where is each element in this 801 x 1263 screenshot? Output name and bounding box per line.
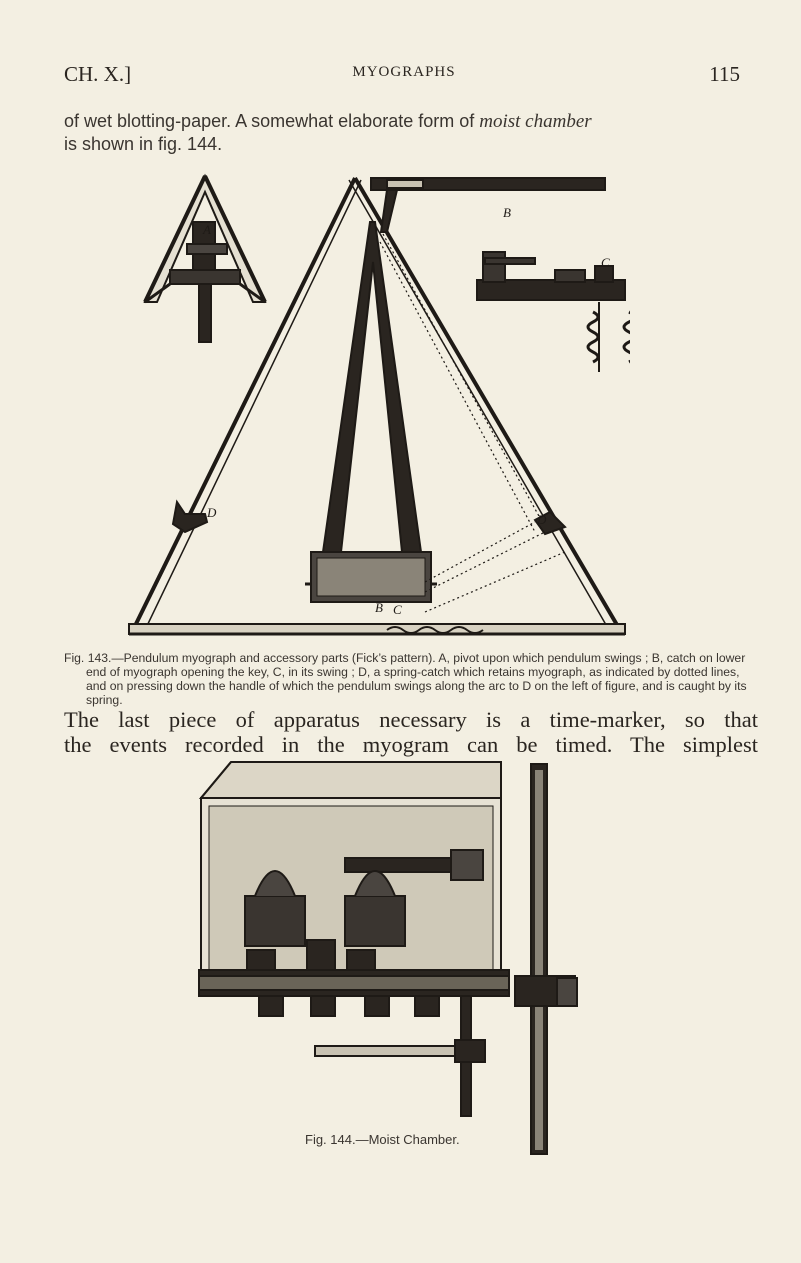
vertical-stand — [515, 764, 577, 1154]
label-D-right: D — [537, 512, 547, 527]
moist-chamber-figure — [195, 760, 585, 1160]
fig144-caption: Fig. 144.—Moist Chamber. — [305, 1132, 460, 1147]
fig143-caption-label: Fig. 143. — [64, 651, 112, 665]
page-number: 115 — [709, 62, 740, 86]
running-title: MYOGRAPHS — [352, 64, 456, 80]
terminals — [259, 996, 485, 1116]
spring-catch-left — [173, 502, 207, 532]
label-B: B — [503, 205, 511, 220]
label-D-left: D — [207, 505, 217, 520]
pendulum — [305, 222, 437, 602]
pendulum-myograph-figure — [125, 172, 630, 652]
label-C-bottom: C — [393, 602, 402, 617]
fig143-caption — [64, 651, 748, 707]
intro-text-a: of wet blotting-paper. A somewhat elaborate form of — [64, 111, 480, 131]
label-C: C — [601, 255, 610, 270]
para2-line1: The last piece of apparatus necessary is a time-marker, so that — [64, 707, 758, 732]
intro-text-b: is shown in fig. 144. — [64, 134, 223, 154]
label-A: A — [203, 222, 211, 237]
chapter-label: CH. X.] — [64, 62, 132, 86]
time-marker-paragraph — [64, 707, 758, 757]
intro-text-italic: moist chamber — [479, 111, 592, 132]
pivot-inset — [145, 176, 265, 342]
running-header — [64, 62, 744, 92]
intro-paragraph — [64, 110, 754, 155]
fig143-caption-text: —Pendulum myograph and accessory parts (Fick’s pattern). A, pivot upon which pendulum swings ; B, catch on lower end of myograph opening the key, C, in its swing ; D, a spring-catch which retains myograph, as indicated by dotted lines, and on pressing down the handle of which the pendulum swings along the arc to D on the left of figure, and is caught by its spring. — [86, 651, 747, 707]
para2-line2: the events recorded in the myogram can be timed. The simplest — [64, 732, 758, 757]
label-B-bottom: B — [375, 600, 383, 615]
